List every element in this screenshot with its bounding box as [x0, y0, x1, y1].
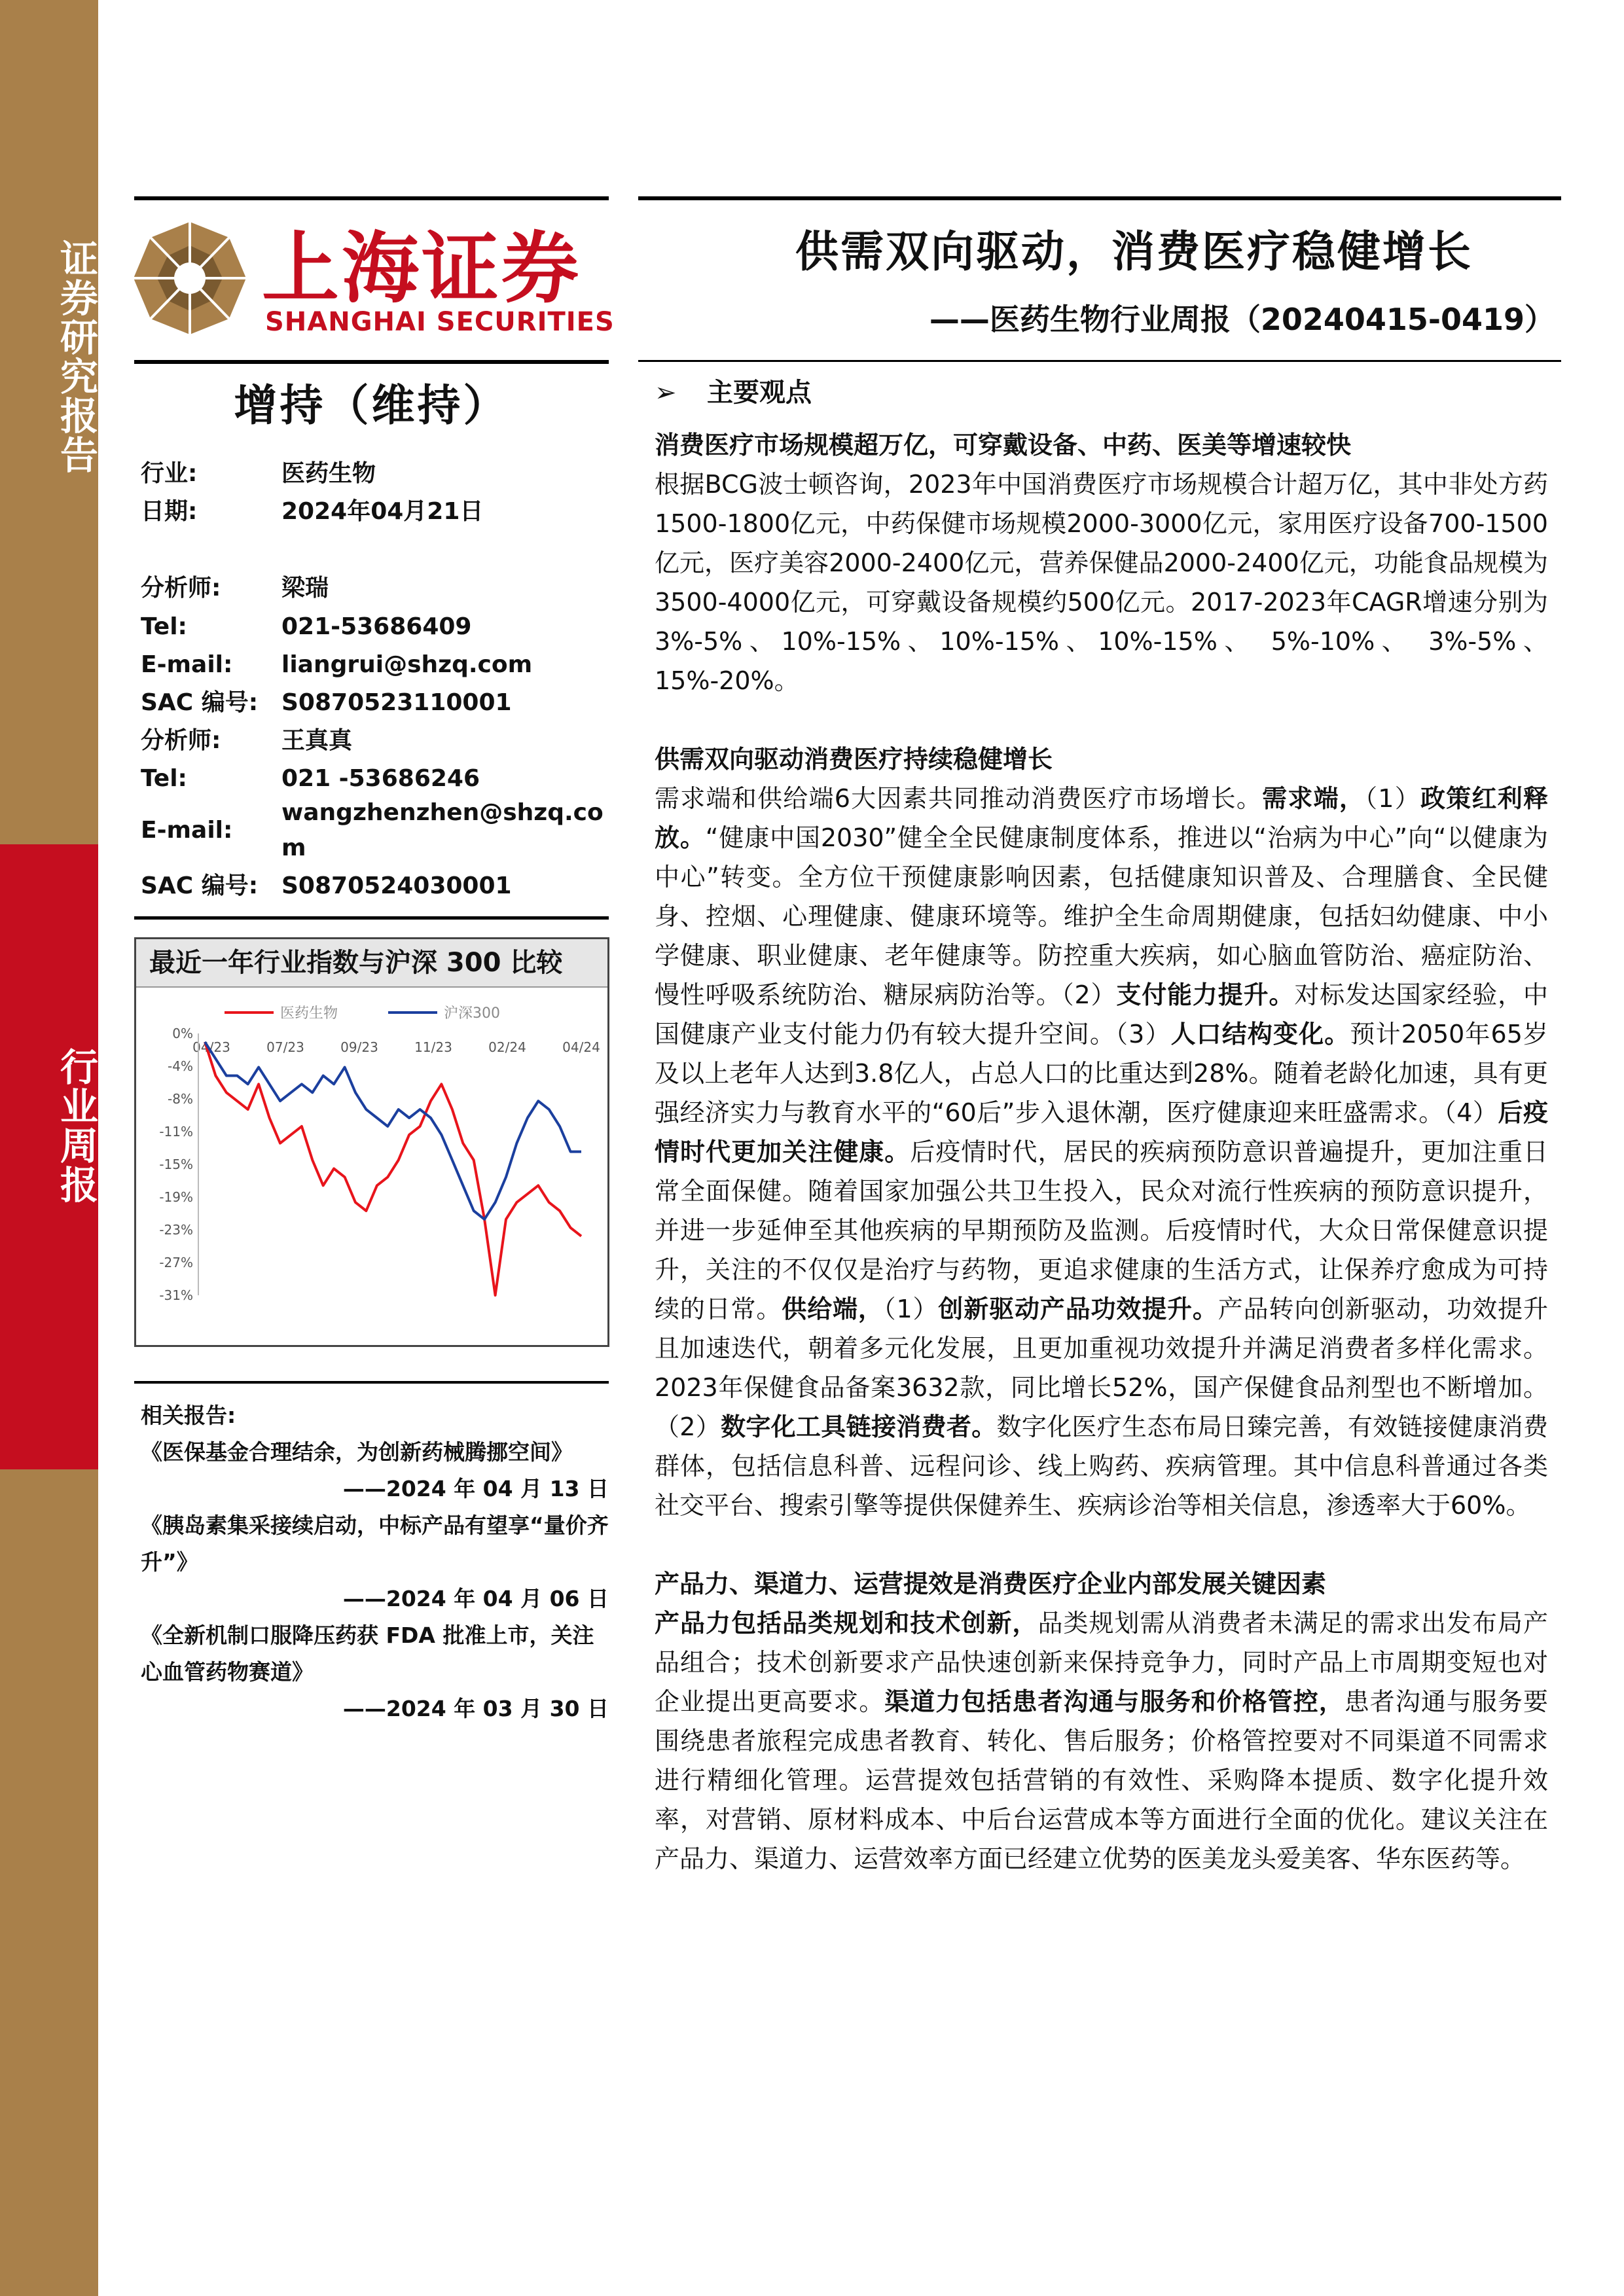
analyst2-sac-label: SAC 编号: [141, 872, 259, 899]
y-tick-label: 0% [172, 1026, 193, 1041]
info-block [141, 455, 609, 913]
analyst2-label: 分析师: [141, 727, 221, 754]
y-tick-label: -23% [159, 1222, 193, 1238]
analyst1-label: 分析师: [141, 575, 221, 601]
index-comparison-chart [134, 937, 609, 1347]
logo-chinese-name: 上海证券 [262, 223, 582, 314]
y-tick-label: -15% [159, 1157, 193, 1172]
section2-body: 需求端和供给端6大因素共同推动消费医疗市场增长。需求端，（1）政策红利释放。“健康中国2030”健全全民健康制度体系，推进以“治病为中心”向“以健康为中心”转变。全方位干预健康影响因素，包括健康知识普及、合理膳食、全民健身、控烟、心理健康、健康环境等。维护全生命周期健康，包括妇幼健康、中小学健康、职业健康、老年健康等。防控重大疾病，如心脑血管防治、癌症防治、慢性呼吸系统防治、糖尿病防治等。（2）支付能力提升。对标发达国家经验，中国健康产业支付能力仍有较大提升空间。（3）人口结构变化。预计2050年65岁及以上老年人达到3.8亿人，占总人口的比重达到28%。随着老龄化加速，具有更强经济实力与教育水平的“60后”步入退休潮，医疗健康迎来旺盛需求。（4）后疫情时代更加关注健康。后疫情时代，居民的疾病预防意识普遍提升，更加注重日常全面保健。随着国家加强公共卫生投入，民众对流行性疾病的预防意识提升，并进一步延伸至其他疾病的早期预防及监测。后疫情时代，大众日常保健意识提升，关注的不仅仅是治疗与药物，更追求健康的生活方式，让保养疗愈成为可持续的日常。供给端，（1）创新驱动产品功效提升。产品转向创新驱动，功效提升且加速迭代，朝着多元化发展，且更加重视功效提升并满足消费者多样化需求。2023年保健食品备案3632款，同比增长52%，国产保健食品剂型也不断增加。（2）数字化工具链接消费者。数字化医疗生态布局日臻完善，有效链接健康消费群体，包括信息科普、远程问诊、线上购药、疾病管理。其中信息科普通过各类社交平台、搜索引擎等提供保健养生、疾病诊治等相关信息，渗透率大于60%。 [655, 784, 1548, 1520]
analyst2-sac: S0870524030001 [281, 872, 512, 899]
analyst1-sac: S0870523110001 [281, 689, 512, 716]
key-points-heading: ➢ 主要观点 [655, 373, 1548, 412]
related-heading: 相关报告: [141, 1403, 236, 1428]
side-band-bottom [0, 1469, 98, 2296]
x-tick-label: 02/24 [488, 1039, 526, 1055]
related-item-2-date: ——2024 年 04 月 06 日 [342, 1586, 609, 1611]
related-item-1-title[interactable]: 《医保基金合理结余，为创新药械腾挪空间》 [141, 1439, 573, 1465]
right-rule-1 [638, 360, 1561, 362]
header-rule-right [638, 196, 1561, 200]
analyst2-email[interactable]: wangzhenzhen@shzq.com [281, 799, 604, 861]
bullet-arrow-icon: ➢ [655, 378, 677, 408]
rating: 增持（维持） [234, 380, 509, 431]
date-label: 日期: [141, 498, 198, 525]
industry-label: 行业: [141, 460, 198, 487]
analyst1-name: 梁瑞 [281, 575, 329, 601]
report-subtitle: ——医药生物行业周报（20240415-0419） [929, 302, 1555, 337]
side-label-weekly: 行业周报 [54, 1047, 98, 1204]
analyst2-email-label: E-mail: [141, 817, 233, 844]
header-rule-left [134, 196, 609, 200]
chart-plot [136, 988, 607, 1341]
y-tick-label: -19% [159, 1189, 193, 1205]
related-item-2-title[interactable]: 《胰岛素集采接续启动，中标产品有望享“量价齐升”》 [141, 1513, 609, 1575]
related-item-3-date: ——2024 年 03 月 30 日 [342, 1696, 609, 1721]
company-logo [131, 216, 615, 340]
date-value: 2024年04月21日 [281, 498, 484, 525]
section2-title: 供需双向驱动消费医疗持续稳健增长 [655, 745, 1053, 774]
y-tick-label: -31% [159, 1287, 193, 1303]
y-tick-label: -27% [159, 1255, 193, 1270]
industry-value: 医药生物 [281, 460, 376, 487]
left-rule-2 [134, 916, 609, 920]
legend-label: 沪深300 [444, 1005, 500, 1022]
x-tick-label: 09/23 [340, 1039, 378, 1055]
legend-label: 医药生物 [280, 1005, 338, 1022]
x-tick-label: 04/23 [192, 1039, 230, 1055]
section3-title: 产品力、渠道力、运营提效是消费医疗企业内部发展关键因素 [655, 1570, 1327, 1598]
y-tick-label: -4% [168, 1058, 193, 1074]
series-line-pharma [205, 1042, 581, 1295]
main-column [655, 373, 1548, 1878]
section1-title: 消费医疗市场规模超万亿，可穿戴设备、中药、医美等增速较快 [655, 431, 1352, 459]
side-label-report: 证券研究报告 [54, 239, 98, 475]
y-tick-label: -11% [159, 1124, 193, 1139]
y-tick-label: -8% [168, 1091, 193, 1107]
x-tick-label: 04/24 [562, 1039, 600, 1055]
analyst1-sac-label: SAC 编号: [141, 689, 259, 716]
related-reports [141, 1397, 609, 1727]
analyst1-tel: 021-53686409 [281, 613, 472, 640]
logo-english-name: SHANGHAI SECURITIES [265, 307, 615, 337]
analyst2-name: 王真真 [281, 727, 353, 754]
section3-body: 产品力包括品类规划和技术创新，品类规划需从消费者未满足的需求出发布局产品组合；技术创新要求产品快速创新来保持竞争力，同时产品上市周期变短也对企业提出更高要求。渠道力包括患者沟通与服务和价格管控，患者沟通与服务要围绕患者旅程完成患者教育、转化、售后服务；价格管控要对不同渠道不同需求进行精细化管理。运营提效包括营销的有效性、采购降本提质、数字化提升效率，对营销、原材料成本、中后台运营成本等方面进行全面的优化。建议关注在产品力、渠道力、运营效率方面已经建立优势的医美龙头爱美客、华东医药等。 [655, 1609, 1548, 1873]
analyst2-tel: 021 -53686246 [281, 765, 480, 792]
analyst2-tel-label: Tel: [141, 765, 187, 792]
analyst1-tel-label: Tel: [141, 613, 187, 640]
chart-title: 最近一年行业指数与沪深 300 比较 [136, 939, 607, 988]
section1-body: 根据BCG波士顿咨询，2023年中国消费医疗市场规模合计超万亿，其中非处方药1500-1800亿元，中药保健市场规模2000-3000亿元，家用医疗设备700-1500亿元，医疗美容2000-2400亿元，营养保健品2000-2400亿元，功能食品规模为3500-4000亿元，可穿戴设备规模约500亿元。2017-2023年CAGR增速分别为3%-5%、10%-15%、10%-15%、10%-15%、 5%-10%、 3%-5%、15%-20%。 [655, 470, 1548, 695]
x-tick-label: 07/23 [266, 1039, 304, 1055]
related-item-3-title[interactable]: 《全新机制口服降压药获 FDA 批准上市，关注心血管药物赛道》 [141, 1623, 594, 1685]
analyst1-email[interactable]: liangrui@shzq.com [281, 651, 533, 678]
analyst1-email-label: E-mail: [141, 651, 233, 678]
logo-mark-icon [131, 219, 249, 337]
report-title: 供需双向驱动，消费医疗稳健增长 [795, 226, 1473, 277]
left-rule-3 [134, 1381, 609, 1384]
left-rule-1 [134, 360, 609, 364]
x-tick-label: 11/23 [414, 1039, 452, 1055]
series-line-csi300 [205, 1042, 581, 1219]
related-item-1-date: ——2024 年 04 月 13 日 [342, 1476, 609, 1501]
